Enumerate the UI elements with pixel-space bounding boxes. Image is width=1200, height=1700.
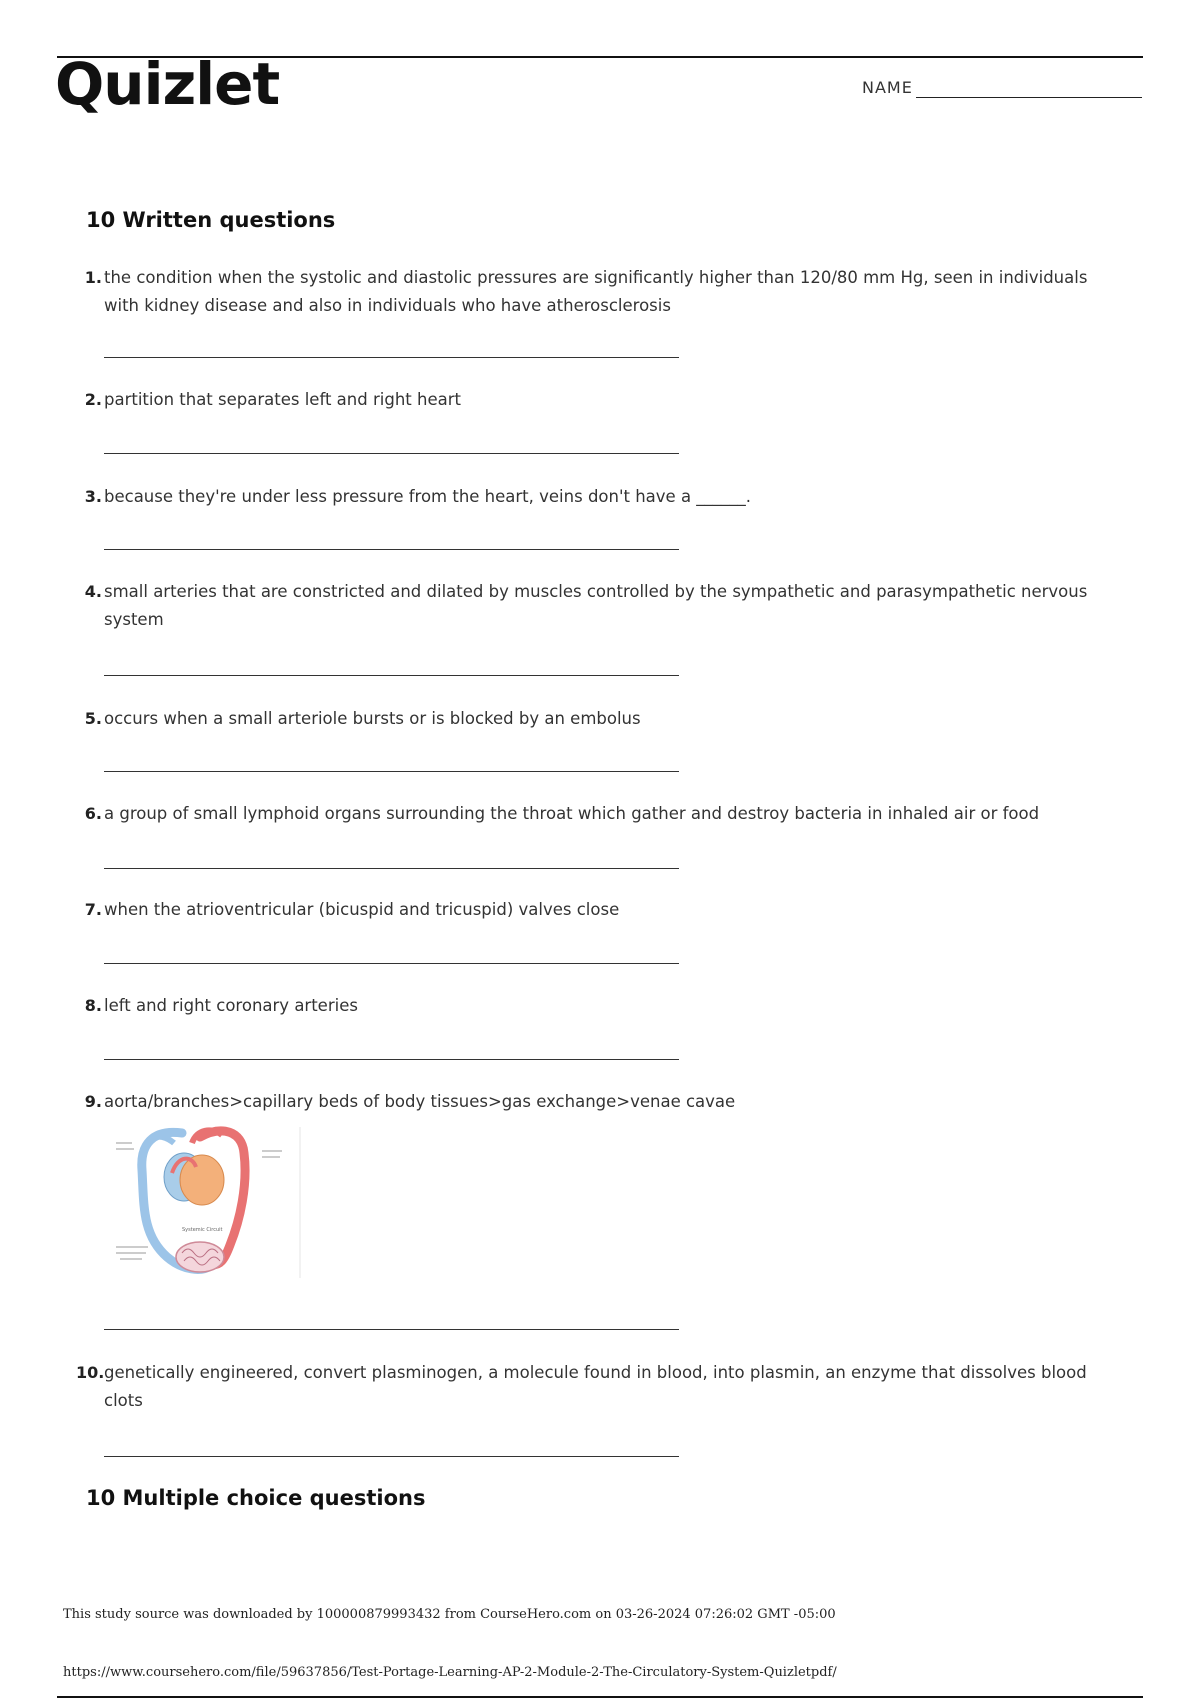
answer-line-4[interactable] <box>104 675 679 676</box>
answer-line-10[interactable] <box>104 1456 679 1457</box>
circulatory-diagram <box>112 1125 302 1280</box>
source-url[interactable]: https://www.coursehero.com/file/59637856/Test-Portage-Learning-AP-2-Module-2-The-Circulatory-System-Quizletpdf/ <box>63 1665 837 1680</box>
question-text: aorta/branches>capillary beds of body tissues>gas exchange>venae cavae <box>104 1092 736 1111</box>
name-label: NAME <box>862 78 913 97</box>
question-number: 10. <box>76 1363 105 1382</box>
answer-line-3[interactable] <box>104 549 679 550</box>
answer-line-2[interactable] <box>104 453 679 454</box>
diagram-caption: Systemic Circuit <box>182 1227 223 1233</box>
question-number: 7. <box>84 900 102 919</box>
answer-line-9[interactable] <box>104 1329 679 1330</box>
bottom-rule <box>57 1696 1143 1698</box>
question-text: the condition when the systolic and diastolic pressures are significantly higher than 120/80 mm Hg, seen in individuals with kidney disease and also in individuals who have atherosclerosis <box>104 268 1088 315</box>
answer-line-8[interactable] <box>104 1059 679 1060</box>
left-heart <box>180 1155 224 1205</box>
question-text: small arteries that are constricted and dilated by muscles controlled by the sympathetic and parasympathetic nervous system <box>104 582 1088 629</box>
question-text: left and right coronary arteries <box>104 996 358 1015</box>
question-number: 8. <box>84 996 102 1015</box>
question-text: because they're under less pressure from the heart, veins don't have a ______. <box>104 487 752 506</box>
question-number: 4. <box>84 582 102 601</box>
question-text: a group of small lymphoid organs surrounding the throat which gather and destroy bacteria in inhaled air or food <box>104 804 1040 823</box>
written-section-heading: 10 Written questions <box>86 208 336 232</box>
question-text: partition that separates left and right heart <box>104 390 461 409</box>
question-text: occurs when a small arteriole bursts or is blocked by an embolus <box>104 709 641 728</box>
question-text: genetically engineered, convert plasminogen, a molecule found in blood, into plasmin, an enzyme that dissolves blood clots <box>104 1363 1087 1410</box>
question-number: 5. <box>84 709 102 728</box>
question-number: 6. <box>84 804 102 823</box>
question-text: when the atrioventricular (bicuspid and tricuspid) valves close <box>104 900 620 919</box>
download-note: This study source was downloaded by 100000879993432 from CourseHero.com on 03-26-2024 07:26:02 GMT -05:00 <box>63 1607 836 1622</box>
answer-line-1[interactable] <box>104 357 679 358</box>
multiple-choice-section-heading: 10 Multiple choice questions <box>86 1486 426 1510</box>
quizlet-logo: Quizlet <box>55 50 280 118</box>
question-number: 9. <box>84 1092 102 1111</box>
question-number: 1. <box>84 268 102 287</box>
answer-line-7[interactable] <box>104 963 679 964</box>
answer-line-5[interactable] <box>104 771 679 772</box>
question-number: 3. <box>84 487 102 506</box>
name-field-line[interactable] <box>916 97 1142 98</box>
question-number: 2. <box>84 390 102 409</box>
answer-line-6[interactable] <box>104 868 679 869</box>
